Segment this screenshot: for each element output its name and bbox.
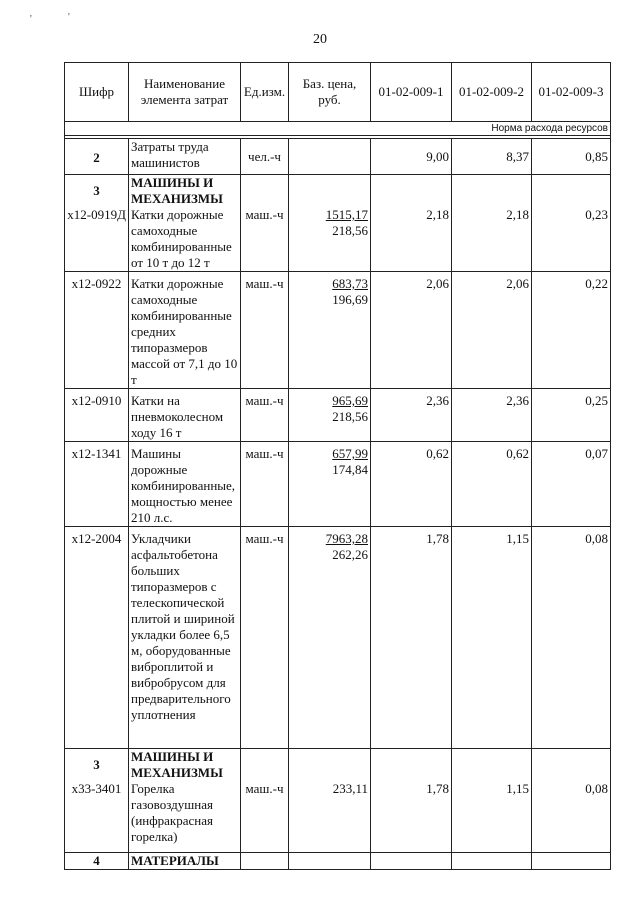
cell-v2: 2,18 xyxy=(452,175,532,272)
header-col2: 01-02-009-2 xyxy=(452,63,532,122)
cell-unit: маш.-ч xyxy=(241,442,289,527)
cell-v3: 0,08 xyxy=(532,527,611,749)
norm-row xyxy=(65,122,611,136)
header-col3: 01-02-009-3 xyxy=(532,63,611,122)
cell-v2: 2,06 xyxy=(452,272,532,389)
table-row xyxy=(65,272,611,389)
cell-name: МАТЕРИАЛЫ xyxy=(129,853,241,870)
price-main: 965,69 xyxy=(332,393,368,408)
header-unit: Ед.изм. xyxy=(241,63,289,122)
price-main: 683,73 xyxy=(332,276,368,291)
section-code: 3 xyxy=(93,757,100,772)
cell-v1: 2,36 xyxy=(371,389,452,442)
price-sub: 218,56 xyxy=(332,409,368,424)
item-code: х33-3401 xyxy=(71,781,122,796)
cell-v3: 0,08 xyxy=(532,749,611,853)
price-main: 1515,17 xyxy=(325,207,368,222)
section-title: МАШИНЫ И МЕХАНИЗМЫ xyxy=(131,175,223,206)
cell-v3: 0,25 xyxy=(532,389,611,442)
header-col1: 01-02-009-1 xyxy=(371,63,452,122)
cell-price xyxy=(289,389,371,442)
table-row xyxy=(65,389,611,442)
cell-v2: 8,37 xyxy=(452,139,532,175)
cell-price xyxy=(289,175,371,272)
cell-code: х12-1341 xyxy=(65,442,129,527)
price-sub: 196,69 xyxy=(332,292,368,307)
table-row xyxy=(65,527,611,749)
item-name: Катки дорожные самоходные комбинированные от 10 т до 12 т xyxy=(131,207,232,270)
cell-name: Катки дорожные самоходные комбинированные средних типоразмеров массой от 7,1 до 10 т xyxy=(129,272,241,389)
item-name: Горелка газовоздушная (инфракрасная горелка) xyxy=(131,781,213,844)
cell-unit: маш.-ч xyxy=(241,389,289,442)
cell-v3: 0,85 xyxy=(532,139,611,175)
cell-code: х12-0910 xyxy=(65,389,129,442)
cell-name: Катки на пневмоколесном ходу 16 т xyxy=(129,389,241,442)
price-sub: 218,56 xyxy=(332,223,368,238)
header-code: Шифр xyxy=(65,63,129,122)
scan-mark: ' xyxy=(68,12,70,23)
cell-v1: 1,78 xyxy=(371,527,452,749)
cell-price xyxy=(289,272,371,389)
cell-v3: 0,22 xyxy=(532,272,611,389)
header-row xyxy=(65,63,611,122)
cell-name xyxy=(129,175,241,272)
cell-unit: маш.-ч xyxy=(241,175,289,272)
cell-unit xyxy=(241,853,289,870)
cell-name xyxy=(129,749,241,853)
cell-code: х12-2004 xyxy=(65,527,129,749)
cell-code xyxy=(65,749,129,853)
cell-v2: 1,15 xyxy=(452,749,532,853)
cell-price xyxy=(289,853,371,870)
cell-v1: 2,18 xyxy=(371,175,452,272)
table-row xyxy=(65,442,611,527)
cell-name: Затраты труда машинистов xyxy=(129,139,241,175)
cell-code xyxy=(65,175,129,272)
cell-name: Укладчики асфальтобетона больших типоразмеров с телескопической плитой и шириной укладки более 6,5 м, оборудованные виброплитой и вибробрусом для предварительного уплотнения xyxy=(129,527,241,749)
price-sub: 174,84 xyxy=(332,462,368,477)
cell-v3 xyxy=(532,853,611,870)
cell-v1: 9,00 xyxy=(371,139,452,175)
header-price: Баз. цена, руб. xyxy=(289,63,371,122)
cell-unit: маш.-ч xyxy=(241,527,289,749)
cell-v2: 0,62 xyxy=(452,442,532,527)
section-title: МАШИНЫ И МЕХАНИЗМЫ xyxy=(131,749,223,780)
table-row xyxy=(65,749,611,853)
cell-price xyxy=(289,442,371,527)
header-name: Наименование элемента затрат xyxy=(129,63,241,122)
norm-label: Норма расхода ресурсов xyxy=(65,122,611,136)
price-main: 7963,28 xyxy=(325,531,368,546)
cell-price xyxy=(289,139,371,175)
cell-code: 2 xyxy=(65,139,129,175)
scan-mark: ' xyxy=(30,14,32,25)
item-code: х12-0919Д xyxy=(67,207,126,222)
resource-table xyxy=(64,62,611,870)
price-main: 657,99 xyxy=(332,446,368,461)
cell-price xyxy=(289,527,371,749)
table-row xyxy=(65,175,611,272)
cell-v2: 1,15 xyxy=(452,527,532,749)
cell-unit: маш.-ч xyxy=(241,749,289,853)
cell-v3: 0,23 xyxy=(532,175,611,272)
cell-v1 xyxy=(371,853,452,870)
cell-v2 xyxy=(452,853,532,870)
table-row xyxy=(65,853,611,870)
cell-code: х12-0922 xyxy=(65,272,129,389)
cell-price: 233,11 xyxy=(289,749,371,853)
cell-v2: 2,36 xyxy=(452,389,532,442)
cell-v1: 0,62 xyxy=(371,442,452,527)
cell-v1: 2,06 xyxy=(371,272,452,389)
cell-unit: маш.-ч xyxy=(241,272,289,389)
cell-code: 4 xyxy=(65,853,129,870)
price-sub: 262,26 xyxy=(332,547,368,562)
cell-unit: чел.-ч xyxy=(241,139,289,175)
table-row xyxy=(65,139,611,175)
section-code: 3 xyxy=(93,183,100,198)
cell-v3: 0,07 xyxy=(532,442,611,527)
cell-name: Машины дорожные комбинированные, мощностью менее 210 л.с. xyxy=(129,442,241,527)
page-number: 20 xyxy=(313,32,327,47)
cell-v1: 1,78 xyxy=(371,749,452,853)
